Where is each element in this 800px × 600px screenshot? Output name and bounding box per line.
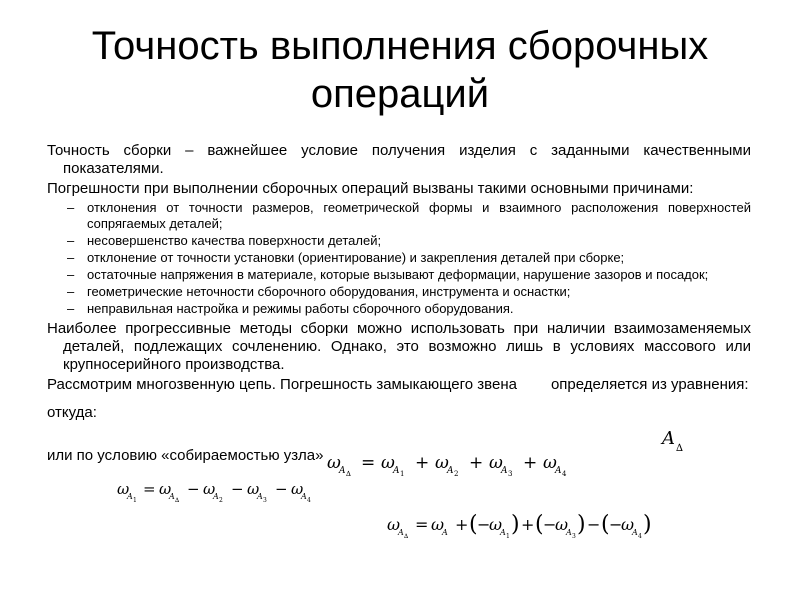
svg-text:ω: ω (621, 515, 635, 534)
svg-text:−: − (275, 480, 288, 498)
svg-text:=: = (143, 480, 156, 498)
paragraph-assembly-condition: или по условию «собираемостью узла» (47, 447, 324, 464)
svg-text:4: 4 (307, 497, 311, 504)
svg-text:ω: ω (431, 515, 445, 534)
svg-text:): ) (643, 512, 652, 537)
svg-text:ω: ω (543, 453, 557, 473)
svg-text:2: 2 (219, 497, 223, 504)
slide-content (47, 142, 751, 465)
svg-text:ω: ω (435, 453, 449, 473)
svg-text:A: A (566, 528, 572, 537)
svg-text:2: 2 (454, 470, 459, 478)
svg-text:A: A (213, 492, 219, 501)
svg-text:3: 3 (572, 533, 576, 540)
list-item: – неправильная настройка и режимы работы сборочного оборудования. (67, 301, 514, 316)
svg-text:A: A (447, 466, 454, 476)
formula-equation-2 (115, 478, 330, 504)
svg-text:A: A (442, 528, 448, 537)
paragraph-causes-intro: Погрешности при выполнении сборочных операций вызваны такими основными причинами: (47, 180, 694, 197)
bullet-dash: – (67, 284, 75, 299)
svg-text:−: − (543, 515, 557, 534)
svg-text:(: ( (535, 512, 544, 537)
svg-text:A: A (501, 466, 508, 476)
svg-text:4: 4 (638, 533, 642, 540)
list-item: – отклонение от точности установки (ориентирование) и закрепления деталей при сборке; (67, 250, 625, 265)
list-item: – несовершенство качества поверхности деталей; (67, 233, 382, 248)
svg-text:ω: ω (247, 480, 260, 498)
paragraph-multilink-chain: Рассмотрим многозвенную цепь. Погрешность замыкающего звена определяется из уравнения: (47, 376, 749, 393)
svg-text:∆: ∆ (346, 470, 351, 478)
svg-text:A: A (393, 466, 400, 476)
causes-list (47, 200, 751, 317)
paragraph-progressive-methods: Наиболее прогрессивные методы сборки можно использовать при наличии взаимозаменяемых деталей, подлежащих сочленению. Однако, это возможно лишь в условиях массового или крупносерийного производства. (47, 320, 751, 373)
paragraph-whence: откуда: (47, 404, 97, 421)
bullet-dash: – (67, 267, 75, 282)
svg-text:A: A (169, 492, 175, 501)
bullet-dash: – (67, 200, 75, 215)
list-item: – остаточные напряжения в материале, которые вызывают деформации, нарушение зазоров и посадок; (67, 267, 709, 282)
svg-text:ω: ω (489, 453, 503, 473)
svg-text:A: A (257, 492, 263, 501)
svg-text:ω: ω (381, 453, 395, 473)
svg-text:A: A (662, 428, 675, 449)
svg-text:−: − (187, 480, 200, 498)
svg-text:(: ( (601, 512, 610, 537)
svg-text:+: + (455, 515, 469, 534)
svg-text:+: + (523, 453, 538, 473)
svg-text:+: + (469, 453, 484, 473)
svg-text:−: − (587, 515, 601, 534)
svg-text:): ) (511, 512, 520, 537)
svg-text:∆: ∆ (404, 533, 409, 540)
svg-text:=: = (415, 515, 429, 534)
svg-text:1: 1 (400, 470, 405, 478)
paragraph-definition: Точность сборки – важнейшее условие получения изделия с заданными качественными показателями. (47, 142, 751, 177)
svg-text:ω: ω (291, 480, 304, 498)
svg-text:−: − (609, 515, 623, 534)
svg-text:−: − (231, 480, 244, 498)
formula-equation-1 (325, 450, 585, 478)
svg-text:1: 1 (506, 533, 510, 540)
svg-text:A: A (500, 528, 506, 537)
svg-text:ω: ω (489, 515, 503, 534)
closing-link-symbol-svg (660, 426, 690, 454)
svg-text:A: A (398, 528, 404, 537)
svg-text:A: A (632, 528, 638, 537)
svg-text:ω: ω (117, 480, 130, 498)
svg-text:1: 1 (133, 497, 137, 504)
svg-text:A: A (301, 492, 307, 501)
svg-text:A: A (127, 492, 133, 501)
closing-link-symbol (660, 426, 690, 454)
svg-text:A: A (339, 466, 346, 476)
svg-text:ω: ω (555, 515, 569, 534)
svg-text:−: − (477, 515, 491, 534)
svg-text:4: 4 (562, 470, 567, 478)
svg-text:∆: ∆ (175, 497, 180, 504)
bullet-dash: – (67, 250, 75, 265)
slide-title: Точность выполнения сборочных операций (91, 24, 709, 116)
bullet-dash: – (67, 301, 75, 316)
svg-text:ω: ω (387, 515, 401, 534)
svg-text:∆: ∆ (676, 443, 683, 454)
svg-text:+: + (415, 453, 430, 473)
list-item: – геометрические неточности сборочного оборудования, инструмента и оснастки; (67, 284, 571, 299)
svg-text:3: 3 (508, 470, 513, 478)
svg-text:ω: ω (159, 480, 172, 498)
formula-equation-3 (385, 512, 690, 542)
svg-text:=: = (361, 453, 376, 473)
svg-text:+: + (521, 515, 535, 534)
svg-text:(: ( (469, 512, 478, 537)
svg-text:A: A (555, 466, 562, 476)
svg-text:3: 3 (263, 497, 267, 504)
svg-text:ω: ω (327, 453, 341, 473)
list-item: – отклонения от точности размеров, геометрической формы и взаимного расположения поверхностей сопрягаемых деталей; (67, 200, 751, 231)
svg-text:ω: ω (203, 480, 216, 498)
svg-text:): ) (577, 512, 586, 537)
bullet-dash: – (67, 233, 75, 248)
